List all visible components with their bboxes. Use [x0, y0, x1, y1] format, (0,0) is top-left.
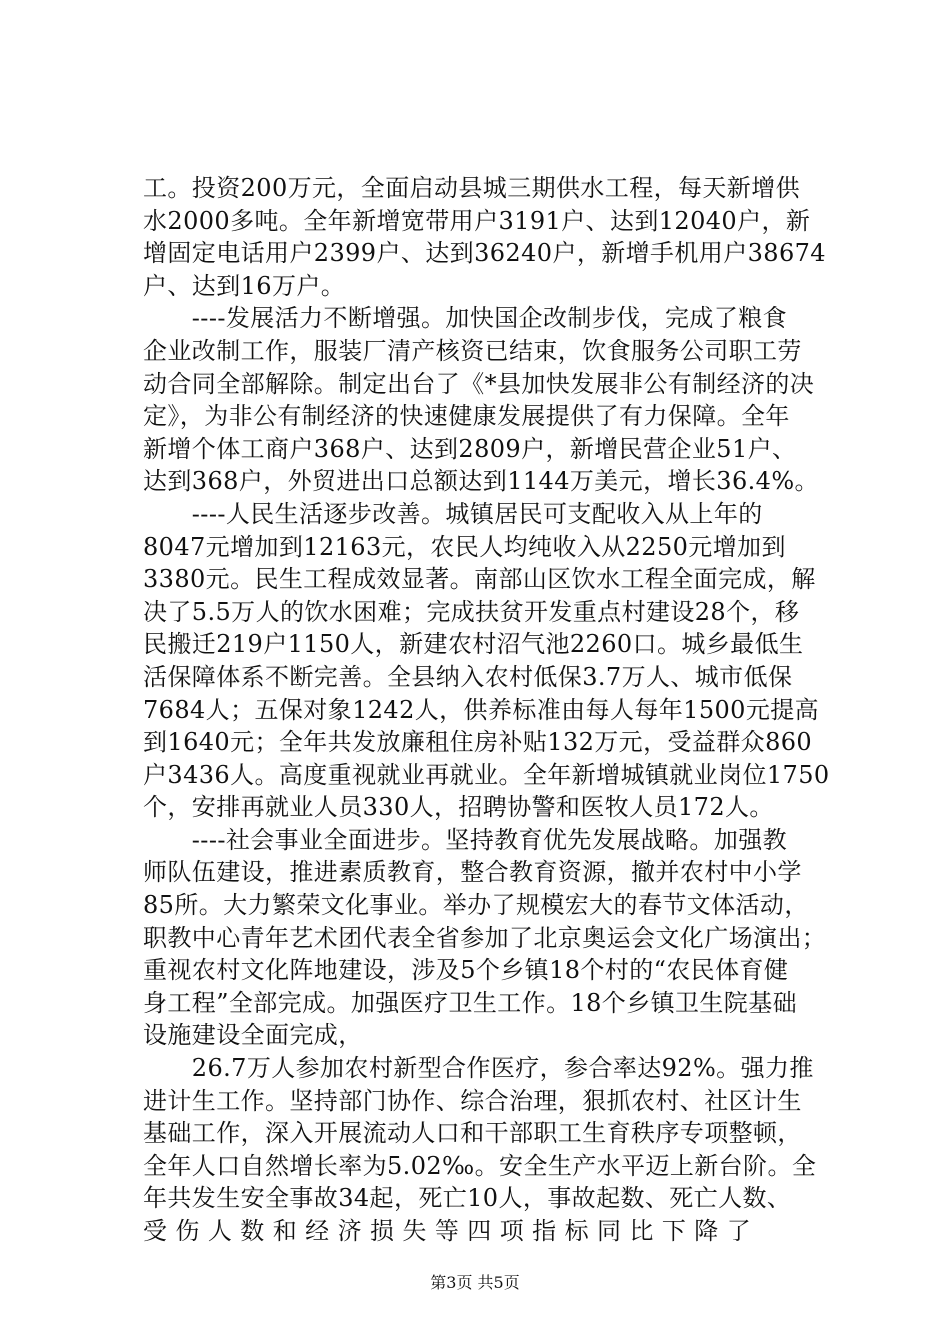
paragraph: 工。投资200万元，全面启动县城三期供水工程，每天新增供 水2000多吨。全年新增宽带用户3191户、达到12040户，新 增固定电话用户2399户、达到36240户，新增手机用户38674 户、达到16万户。 — [143, 174, 826, 300]
paragraph: ----发展活力不断增强。加快国企改制步伐，完成了粮食 企业改制工作，服装厂清产核资已结束，饮食服务公司职工劳 动合同全部解除。制定出台了《*县加快发展非公有制经济的决 定》，为非公有制经济的快速健康发展提供了有力保障。全年 新增个体工商户368户、达到2809户，新增民营企业51户、 达到368户，外贸进出口总额达到1144万美元，增长36.4%。 — [143, 304, 819, 496]
paragraph: ----社会事业全面进步。坚持教育优先发展战略。加强教 师队伍建设，推进素质教育，整合教育资源，撤并农村中小学 85所。大力繁荣文化事业。举办了规模宏大的春节文体活动， 职教中心青年艺术团代表全省参加了北京奥运会文化广场演出； 重视农村文化阵地建设，涉及5个乡镇18个村的“农民体育健 身工程”全部完成。加强医疗卫生工作。18个乡镇卫生院基础 设施建设全面完成， — [143, 825, 827, 1050]
paragraph: ----人民生活逐步改善。城镇居民可支配收入从上年的 8047元增加到12163元，农民人均纯收入从2250元增加到 3380元。民生工程成效显著。南部山区饮水工程全面完成，解 决了5.5万人的饮水困难；完成扶贫开发重点村建设28个，移 民搬迁219户1150人，新建农村沼气池2260口。城乡最低生 活保障体系不断完善。全县纳入农村低保3.7万人、城市低保 7684人；五保对象1242人，供养标准由每人每年1500元提高 到1640元；全年共发放廉租住房补贴132万元，受益群众860 户3436人。高度重视就业再就业。全年新增城镇就业岗位1750 个，安排再就业人员330人，招聘协警和医牧人员172人。 — [143, 499, 830, 822]
document-body — [143, 172, 833, 1248]
paragraph: 26.7万人参加农村新型合作医疗，参合率达92%。强力推 进计生工作。坚持部门协作、综合治理，狠抓农村、社区计生 基础工作，深入开展流动人口和干部职工生育秩序专项整顿， 全年人口自然增长率为5.02‰。安全生产水平迈上新台阶。全 年共发生安全事故34起，死亡10人，事故起数、死亡人数、 受 伤 人 数 和 经 济 损 失 等 四 项 指 标 同 比 下 降 了 — [143, 1054, 817, 1245]
page-number-footer: 第3页 共5页 — [430, 1273, 520, 1292]
